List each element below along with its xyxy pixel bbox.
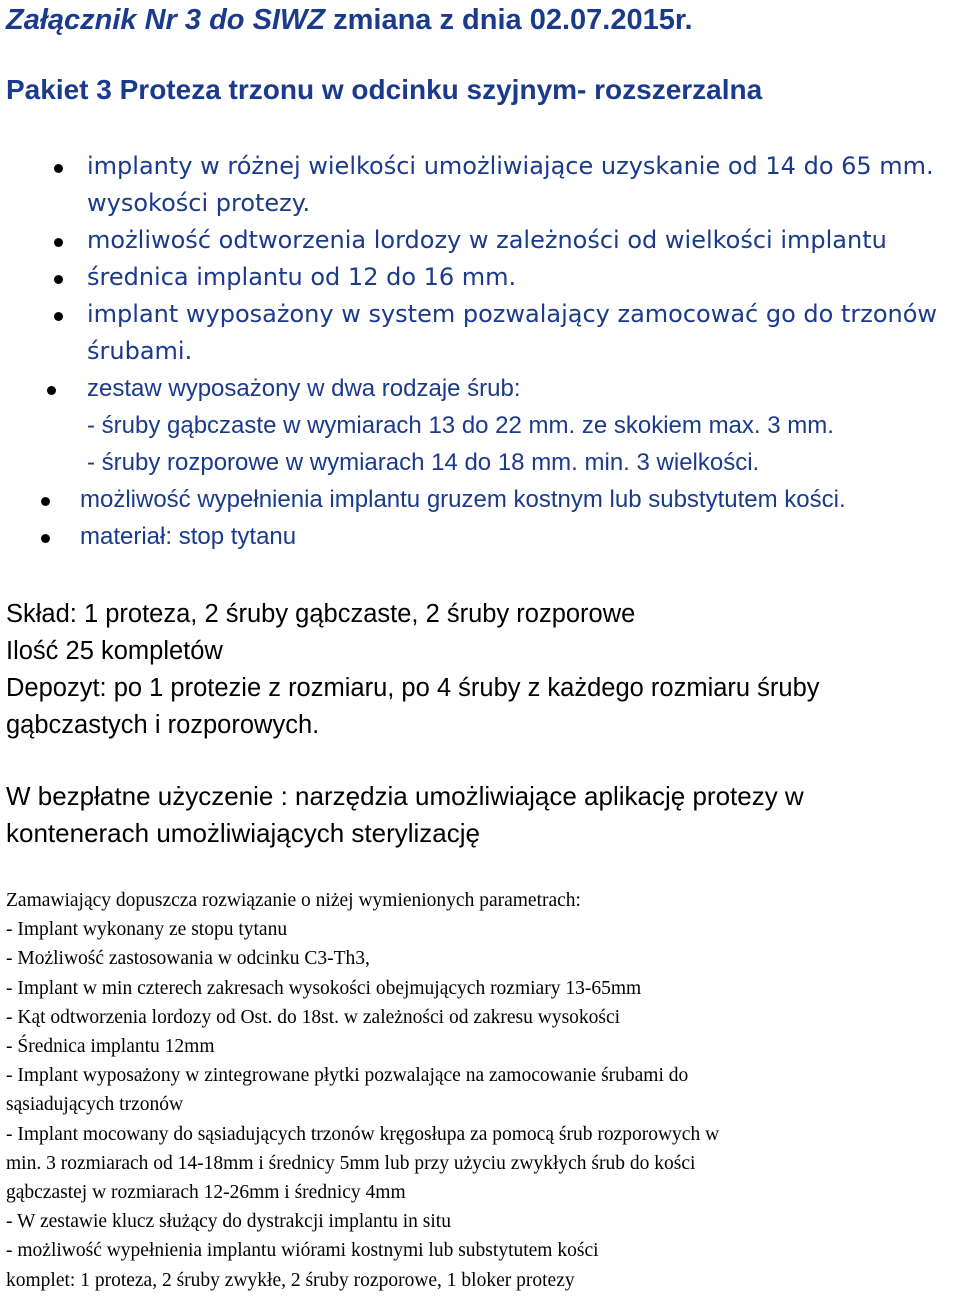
alternative-line: - możliwość wypełnienia implantu wiórami kostnymi lub substytutem kości [6,1240,599,1262]
page-header [6,4,693,37]
alternative-line: Zamawiający dopuszcza rozwiązanie o niżej wymienionych parametrach: [6,890,581,911]
composition-line: Skład: 1 proteza, 2 śruby gąbczaste, 2 śruby rozporowe [6,600,636,628]
list-item-line: - śruby rozporowe w wymiarach 14 do 18 mm. min. 3 wielkości. [87,449,760,476]
alternative-line: - W zestawie klucz służący do dystrakcji implantu in situ [6,1211,451,1233]
bullet-icon [54,275,63,284]
alternative-line: - Implant w min czterech zakresach wysokości obejmujących rozmiary 13-65mm [6,977,642,999]
list-item [0,481,960,518]
list-item-line: średnica implantu od 12 do 16 mm. [87,263,517,291]
header-amendment-date: zmiana z dnia 02.07.2015r. [333,4,693,36]
composition-line: gąbczastych i rozporowych. [6,711,320,739]
alternative-parameters-block [6,886,719,1295]
bullet-icon [41,534,50,543]
list-item [0,296,960,370]
alternative-line: - Implant wykonany ze stopu tytanu [6,919,288,941]
list-item-line: implanty w różnej wielkości umożliwiające uzyskanie od 14 do 65 mm. [87,152,934,180]
list-item [0,518,960,555]
list-item-line: możliwość odtworzenia lordozy w zależności od wielkości implantu [87,226,887,254]
list-item-line: zestaw wyposażony w dwa rodzaje śrub: [87,375,521,402]
list-item-line: śrubami. [87,337,193,365]
list-item-line: materiał: stop tytanu [80,523,297,550]
bullet-icon [54,238,63,247]
alternative-line: - Implant mocowany do sąsiadujących trzonów kręgosłupa za pomocą śrub rozporowych w [6,1123,720,1145]
free-loan-line: W bezpłatne użyczenie : narzędzia umożliwiające aplikację protezy w [6,781,804,811]
alternative-line: - Implant wyposażony w zintegrowane płytki pozwalające na zamocowanie śrubami do [6,1065,689,1087]
list-item-line: - śruby gąbczaste w wymiarach 13 do 22 mm. ze skokiem max. 3 mm. [87,412,834,439]
list-item-line: możliwość wypełnienia implantu gruzem kostnym lub substytutem kości. [80,486,846,513]
alternative-line: komplet: 1 proteza, 2 śruby zwykłe, 2 śruby rozporowe, 1 bloker protezy [6,1269,575,1291]
free-loan-line: kontenerach umożliwiających sterylizację [6,818,480,848]
list-item [0,222,960,259]
bullet-icon [54,312,63,321]
list-item-line: wysokości protezy. [87,189,311,217]
list-item [0,148,960,222]
list-item-line: implant wyposażony w system pozwalający zamocować go do trzonów [87,300,938,328]
bullet-icon [41,497,50,506]
composition-line: Depozyt: po 1 protezie z rozmiaru, po 4 śruby z każdego rozmiaru śruby [6,674,820,702]
alternative-line: - Możliwość zastosowania w odcinku C3-Th3, [6,948,370,970]
alternative-line: min. 3 rozmiarach od 14-18mm i średnicy 5mm lub przy użyciu zwykłych śrub do kości [6,1152,696,1174]
package-title: Pakiet 3 Proteza trzonu w odcinku szyjnym- rozszerzalna [6,74,763,105]
requirements-list [0,148,960,555]
alternative-line: - Kąt odtworzenia lordozy od Ost. do 18st. w zależności od zakresu wysokości [6,1006,621,1028]
free-loan-block [6,778,804,852]
bullet-icon [54,164,63,173]
alternative-line: sąsiadujących trzonów [6,1094,184,1116]
header-attachment-label: Załącznik Nr 3 do SIWZ [6,4,334,36]
list-item [0,259,960,296]
composition-line: Ilość 25 kompletów [6,637,223,665]
composition-block [6,596,820,744]
alternative-line: - Średnica implantu 12mm [6,1036,215,1058]
bullet-icon [47,386,56,395]
list-item [0,370,960,481]
alternative-line: gąbczastej w rozmiarach 12-26mm i średnicy 4mm [6,1182,406,1204]
